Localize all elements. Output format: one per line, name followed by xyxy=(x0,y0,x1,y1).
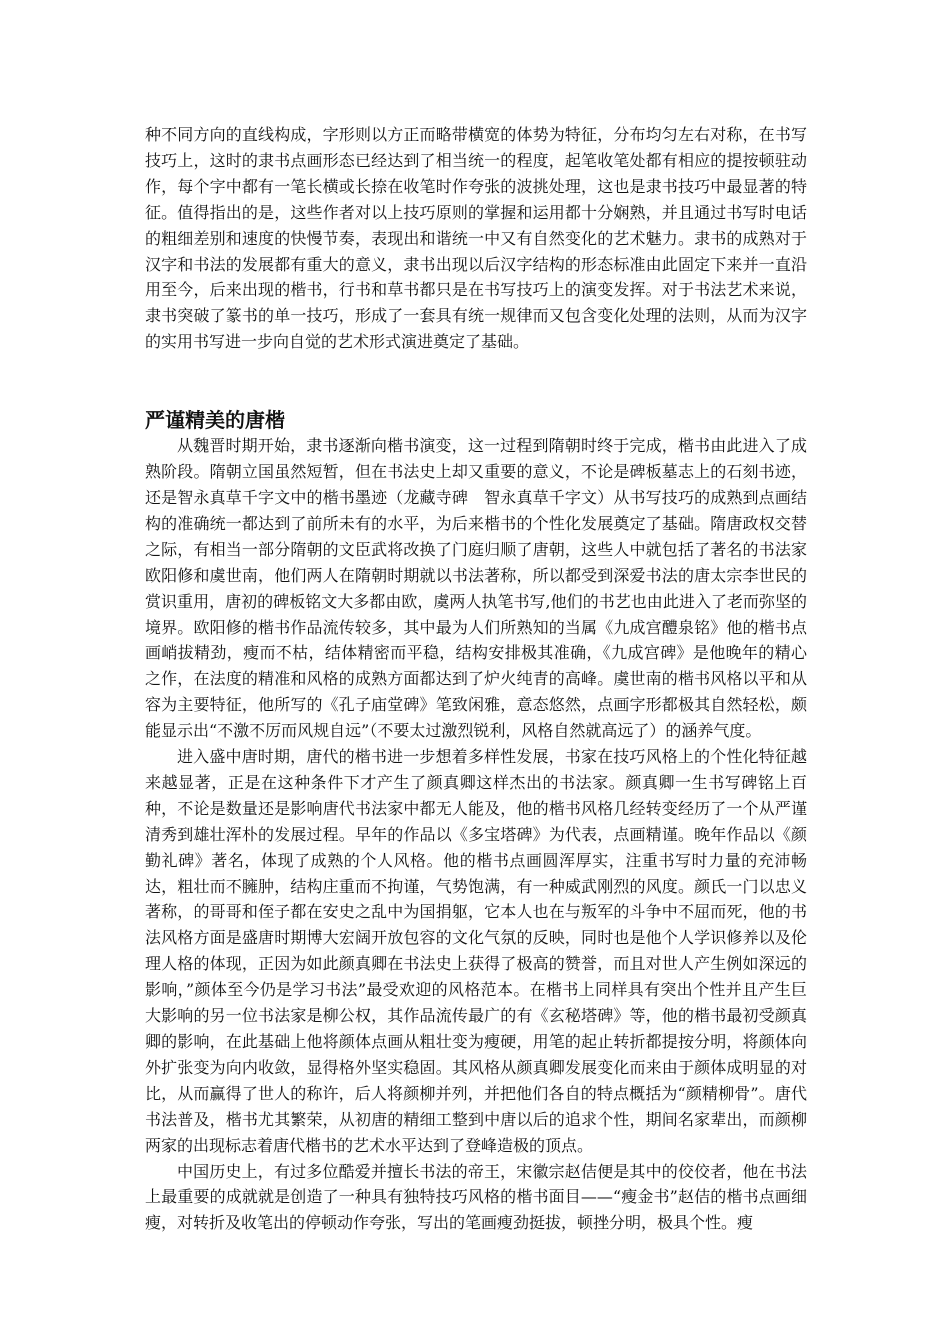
section-paragraph-1: 从魏晋时期开始，隶书逐渐向楷书演变，这一过程到隋朝时终于完成，楷书由此进入了成熟阶段。隋朝立国虽然短暂，但在书法史上却又重要的意义，不论是碑板墓志上的石刻书迹，还是智永真草千字文中的楷书墨迹（龙藏寺碑 智永真草千字文）从书写技巧的成熟到点画结构的准确统一都达到了前所未有的水平，为后来楷书的个性化发展奠定了基础。隋唐政权交替之际，有相当一部分隋朝的文臣武将改换了门庭归顺了唐朝，这些人中就包括了著名的书法家欧阳修和虞世南，他们两人在隋朝时期就以书法著称，所以都受到深爱书法的唐太宗李世民的赏识重用，唐初的碑板铭文大多都由欧，虞两人执笔书写,他们的书艺也由此进入了老而弥坚的境界。欧阳修的楷书作品流传较多，其中最为人们所熟知的当属《九成宫醴泉铭》他的楷书点画峭拔精劲，瘦而不枯，结体精密而平稳，结构安排极其准确，《九成宫碑》是他晚年的精心之作，在法度的精准和风格的成熟方面都达到了炉火纯青的高峰。虞世南的楷书风格以平和从容为主要特征，他所写的《孔子庙堂碑》笔致闲雅，意态悠然，点画字形都极其自然轻松，颇能显示出“不激不厉而风规自远”（不要太过激烈锐利，风格自然就高远了）的涵养气度。 xyxy=(145,436,807,741)
section-paragraph-3: 中国历史上，有过多位酷爱并擅长书法的帝王，宋徽宗赵佶便是其中的佼佼者，他在书法上最重要的成就就是创造了一种具有独特技巧风格的楷书面目——“瘦金书”赵佶的楷书点画细瘦，对转折及收笔出的停顿动作夸张，写出的笔画瘦劲挺拔，顿挫分明，极具个性。瘦 xyxy=(145,1161,807,1233)
document-page xyxy=(145,122,807,1236)
section-paragraph-2: 进入盛中唐时期，唐代的楷书进一步想着多样性发展，书家在技巧风格上的个性化特征越来越显著，正是在这种条件下才产生了颜真卿这样杰出的书法家。颜真卿一生书写碑铭上百种，不论是数量还是影响唐代书法家中都无人能及，他的楷书风格几经转变经历了一个从严谨清秀到雄壮浑朴的发展过程。早年的作品以《多宝塔碑》为代表，点画精谨。晚年作品以《颜勤礼碑》著名，体现了成熟的个人风格。他的楷书点画圆浑厚实，注重书写时力量的充沛畅达，粗壮而不臃肿，结构庄重而不拘谨，气势饱满，有一种威武刚烈的风度。颜氏一门以忠义著称，的哥哥和侄子都在安史之乱中为国捐躯，它本人也在与叛军的斗争中不屈而死，他的书法风格方面是盛唐时期博大宏阔开放包容的文化气氛的反映，同时也是他个人学识修养以及伦理人格的体现，正因为如此颜真卿在书法史上获得了极高的赞誉，而且对世人产生例如深远的影响，”颜体至今仍是学习书法”最受欢迎的风格范本。在楷书上同样具有突出个性并且产生巨大影响的另一位书法家是柳公权，其作品流传最广的有《玄秘塔碑》等，他的楷书最初受颜真卿的影响，在此基础上他将颜体点画从粗壮变为瘦硬，用笔的起止转折都提按分明，将颜体向外扩张变为向内收敛，显得格外坚实稳固。其风格从颜真卿发展变化而来由于颜体成明显的对比，从而赢得了世人的称许，后人将颜柳并列，并把他们各自的特点概括为“颜精柳骨”。唐代书法普及，楷书尤其繁荣，从初唐的精细工整到中唐以后的追求个性，期间名家辈出，而颜柳两家的出现标志着唐代楷书的艺术水平达到了登峰造极的顶点。 xyxy=(145,747,807,1155)
section-title: 严谨精美的唐楷 xyxy=(145,408,285,433)
intro-paragraph: 种不同方向的直线构成，字形则以方正而略带横宽的体势为特征，分布均匀左右对称，在书写技巧上，这时的隶书点画形态已经达到了相当统一的程度，起笔收笔处都有相应的提按顿驻动作，每个字中都有一笔长横或长捺在收笔时作夸张的波挑处理，这也是隶书技巧中最显著的特征。值得指出的是，这些作者对以上技巧原则的掌握和运用都十分娴熟，并且通过书写时电话的粗细差别和速度的快慢节奏，表现出和谐统一中又有自然变化的艺术魅力。隶书的成熟对于汉字和书法的发展都有重大的意义，隶书出现以后汉字结构的形态标准由此固定下来并一直沿用至今，后来出现的楷书，行书和草书都只是在书写技巧上的演变发挥。对于书法艺术来说，隶书突破了篆书的单一技巧，形成了一套具有统一规律而又包含变化处理的法则，从而为汉字的实用书写进一步向自觉的艺术形式演进奠定了基础。 xyxy=(145,125,807,352)
